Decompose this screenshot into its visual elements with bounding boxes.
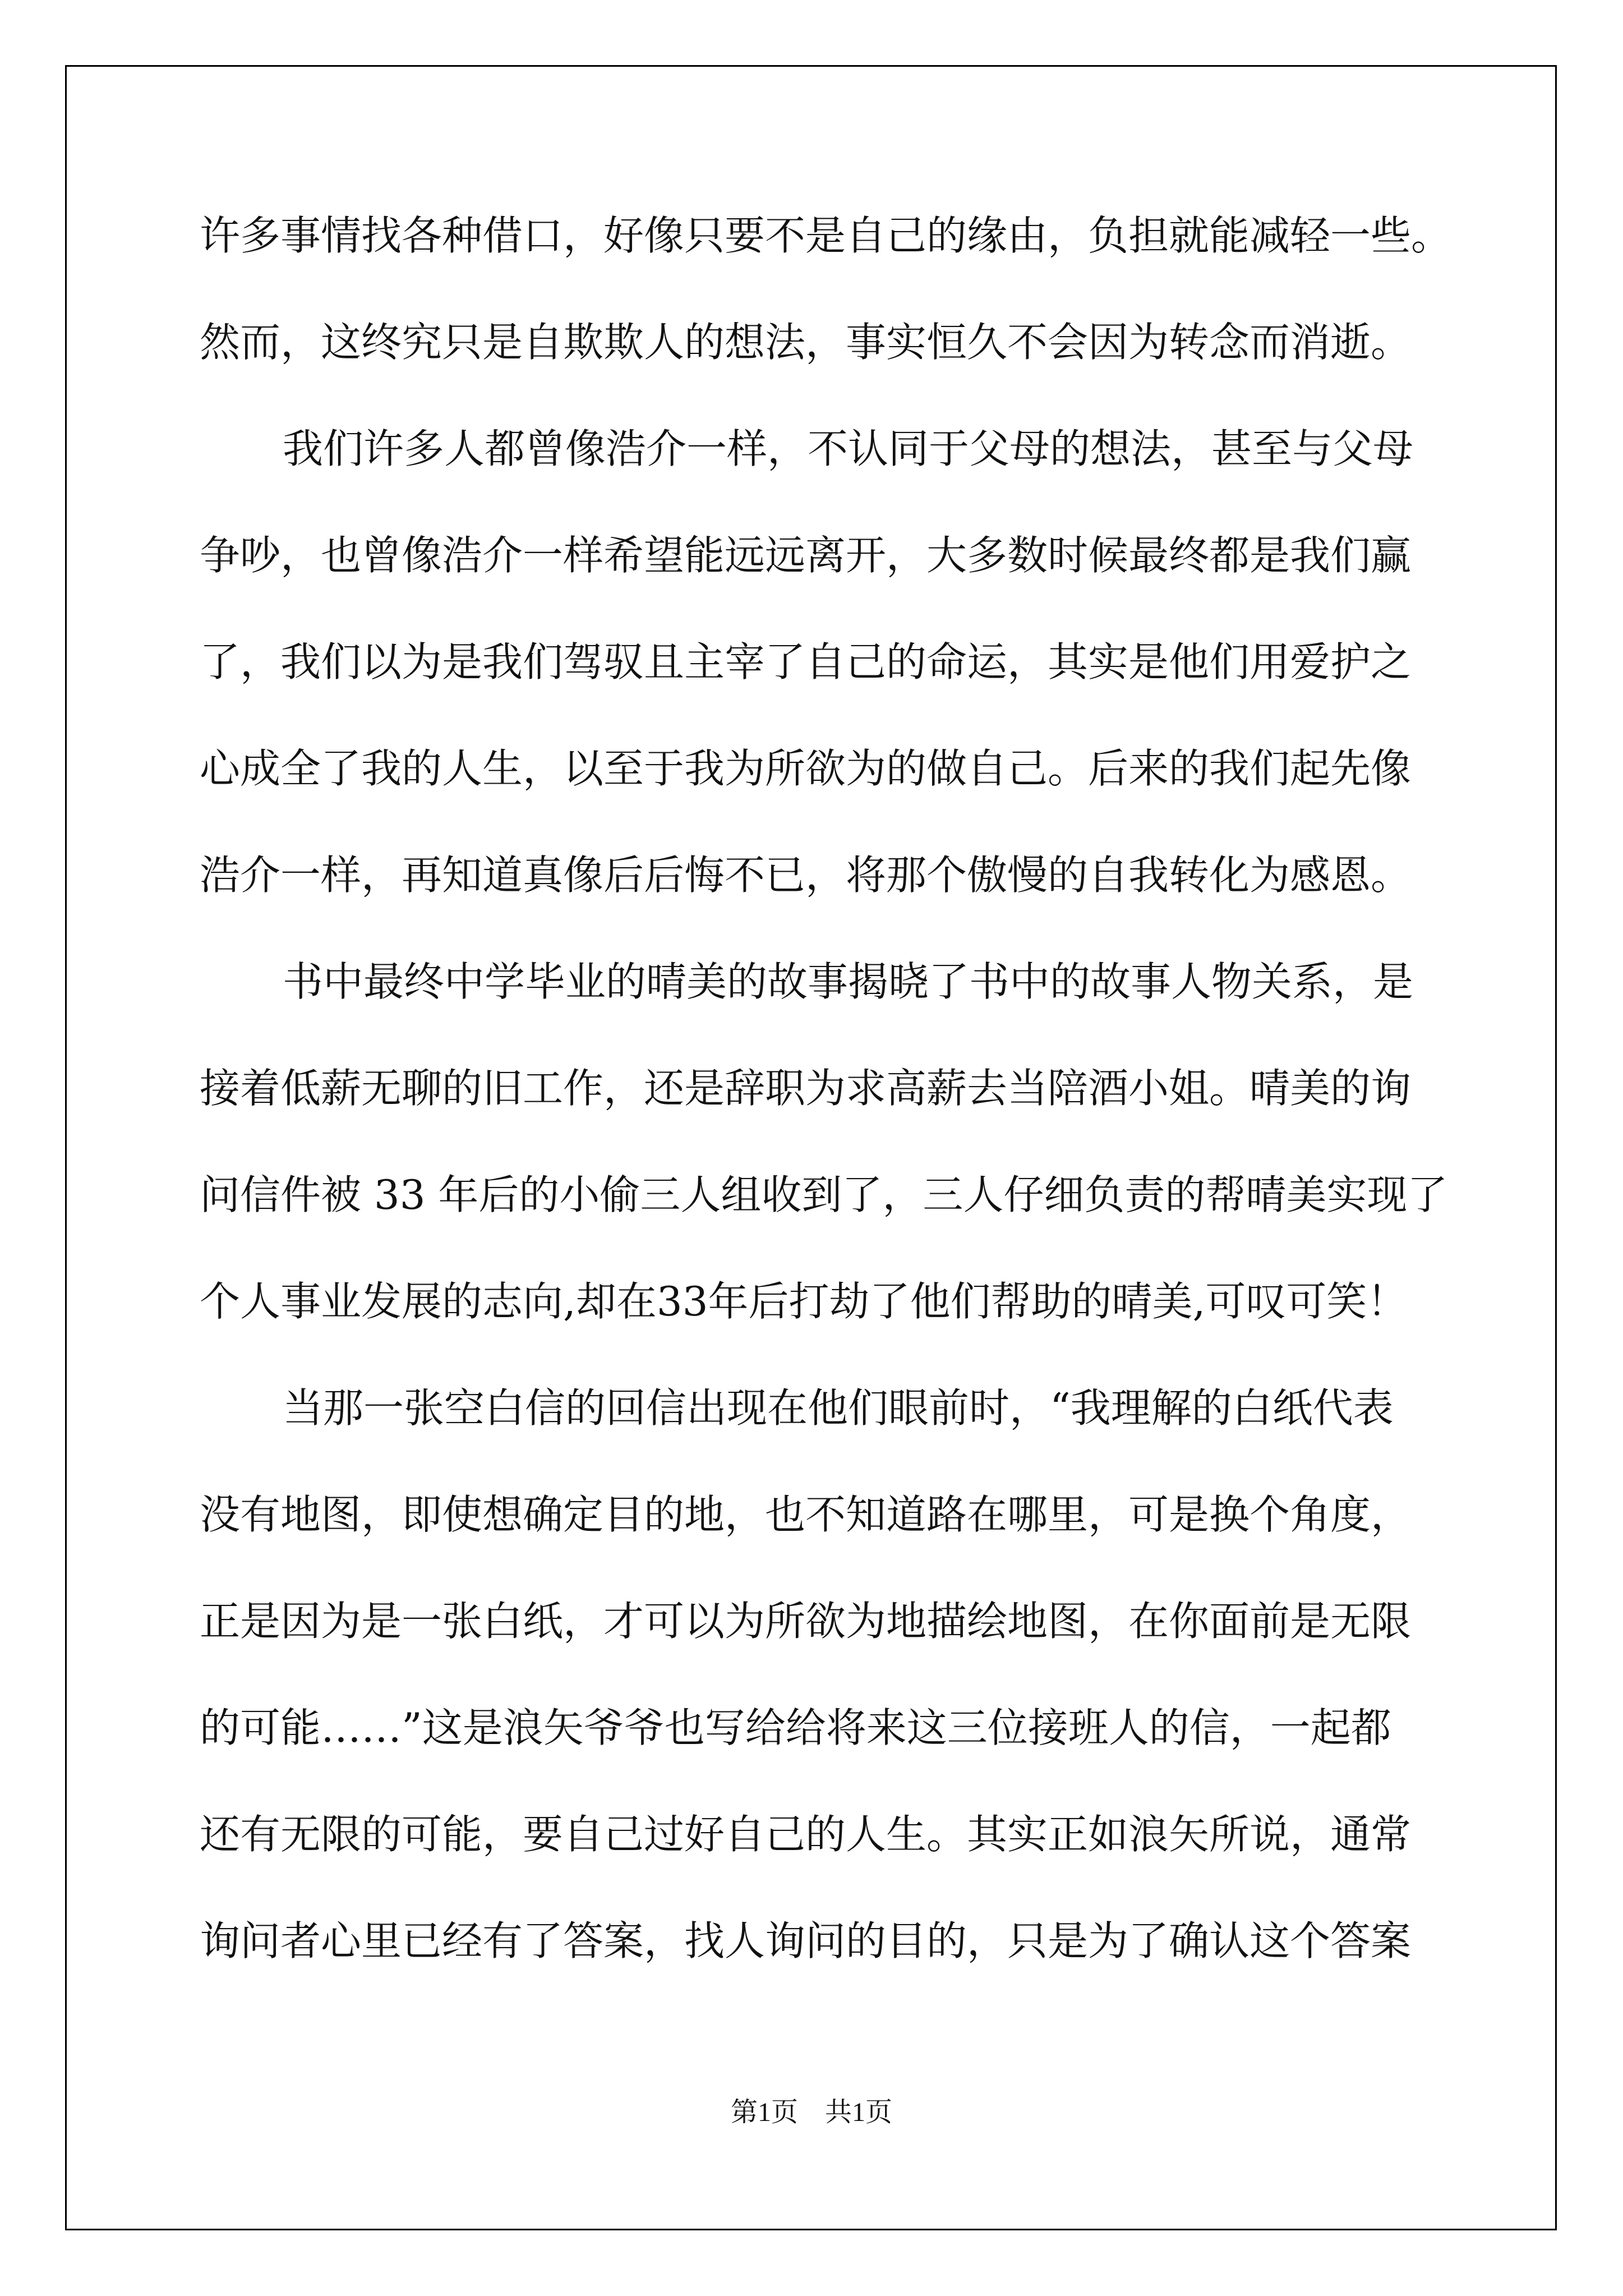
page-number: 第1页 bbox=[730, 2097, 798, 2127]
paragraph-line: 正是因为是一张白纸，才可以为所欲为地描绘地图，在你面前是无限 bbox=[200, 1598, 1412, 1645]
document-body bbox=[200, 208, 1452, 2019]
paragraph-line: 问信件被 33 年后的小偷三人组收到了，三人仔细负责的帮晴美实现了 bbox=[200, 1171, 1448, 1218]
paragraph-line: 询问者心里已经有了答案，找人询问的目的，只是为了确认这个答案 bbox=[200, 1917, 1412, 1964]
paragraph-line: 了，我们以为是我们驾驭且主宰了自己的命运，其实是他们用爱护之 bbox=[200, 638, 1412, 685]
paragraph-line: 个人事业发展的志向,却在33年后打劫了他们帮助的晴美,可叹可笑！ bbox=[200, 1278, 1408, 1325]
paragraph-line: 当那一张空白信的回信出现在他们眼前时，“我理解的白纸代表 bbox=[283, 1384, 1394, 1432]
paragraph-line: 然而，这终究只是自欺欺人的想法，事实恒久不会因为转念而消逝。 bbox=[200, 319, 1412, 366]
total-pages: 共1页 bbox=[825, 2097, 893, 2127]
paragraph-line: 心成全了我的人生，以至于我为所欲为的做自己。后来的我们起先像 bbox=[200, 745, 1412, 792]
paragraph-line: 争吵，也曾像浩介一样希望能远远离开，大多数时候最终都是我们赢 bbox=[200, 532, 1412, 579]
paragraph-line: 接着低薪无聊的旧工作，还是辞职为求高薪去当陪酒小姐。晴美的询 bbox=[200, 1065, 1412, 1112]
page-footer bbox=[0, 2090, 1623, 2129]
paragraph-line: 浩介一样，再知道真像后后悔不已，将那个傲慢的自我转化为感恩。 bbox=[200, 852, 1412, 899]
paragraph-line: 还有无限的可能，要自己过好自己的人生。其实正如浪矢所说，通常 bbox=[200, 1811, 1412, 1858]
paragraph-line: 没有地图，即使想确定目的地，也不知道路在哪里，可是换个角度， bbox=[200, 1491, 1412, 1538]
paragraph-line: 我们许多人都曾像浩介一样，不认同于父母的想法，甚至与父母 bbox=[283, 425, 1414, 472]
paragraph-line: 许多事情找各种借口，好像只要不是自己的缘由，负担就能减轻一些。 bbox=[200, 212, 1452, 259]
paragraph-line: 书中最终中学毕业的晴美的故事揭晓了书中的故事人物关系，是 bbox=[283, 958, 1414, 1005]
paragraph-line: 的可能……”这是浪矢爷爷也写给给将来这三位接班人的信，一起都 bbox=[200, 1704, 1391, 1751]
